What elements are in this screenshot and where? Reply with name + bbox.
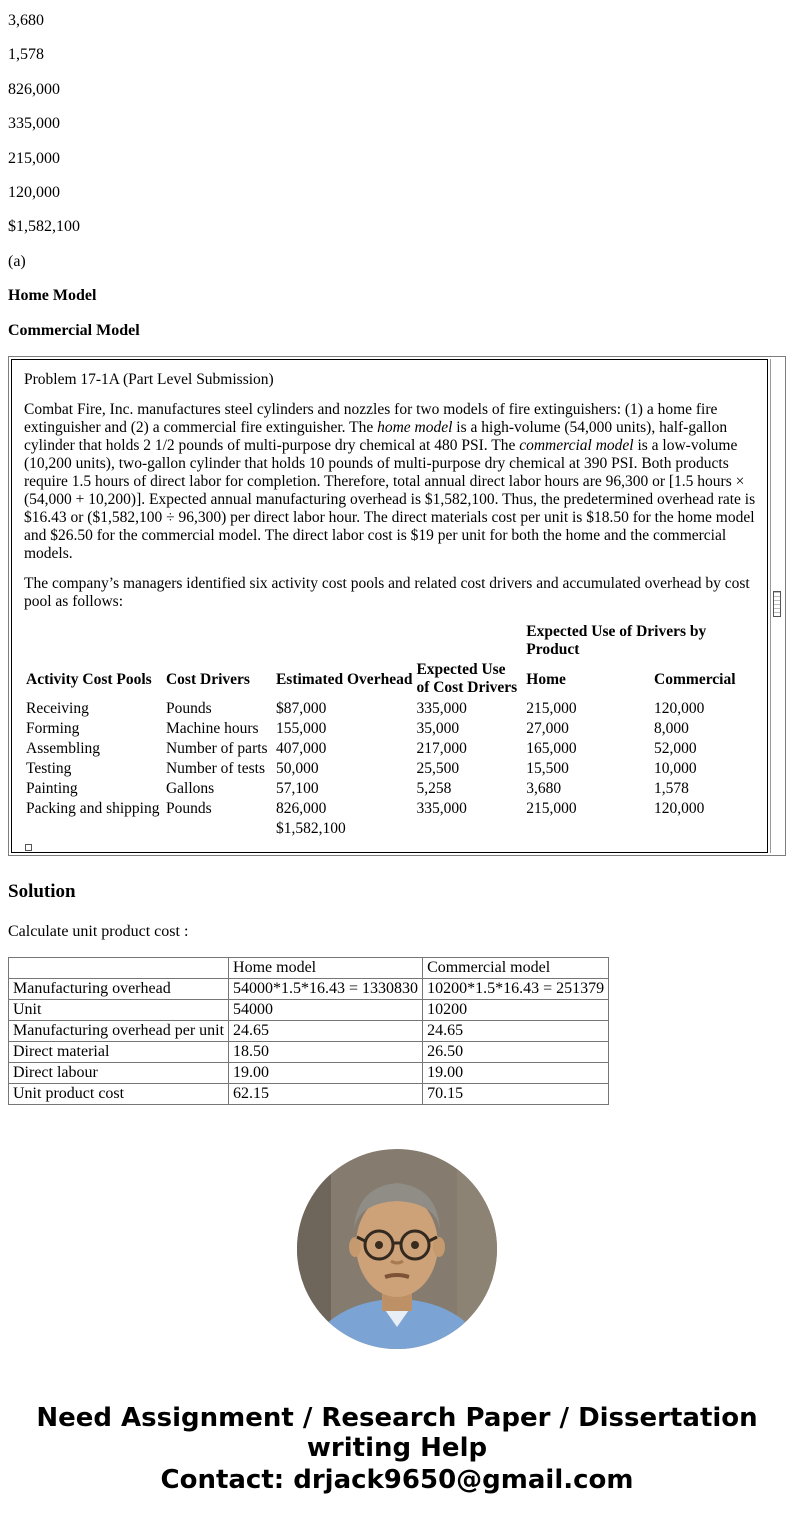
cell: 120,000 <box>654 799 705 817</box>
cell <box>524 819 652 839</box>
cell: Pounds <box>165 799 212 817</box>
cell: 70.15 <box>423 1083 609 1104</box>
solution-table <box>8 957 609 1105</box>
cell: 5,258 <box>416 779 452 797</box>
mouth <box>385 1275 409 1277</box>
face <box>356 1193 438 1297</box>
p1-commercial-model-italic: commercial model <box>519 436 634 454</box>
cell: 52,000 <box>654 739 697 757</box>
cell <box>164 819 274 839</box>
problem-paragraph-1 <box>24 401 757 563</box>
cell <box>9 957 229 978</box>
value-line: 1,578 <box>8 46 44 64</box>
footer-help-text: Need Assignment / Research Paper / Dissertation writing Help <box>36 1402 758 1464</box>
cell: 8,000 <box>654 719 689 737</box>
value-line: 826,000 <box>8 80 60 98</box>
problem-paragraph-2: The company’s managers identified six activity cost pools and related cost drivers and accumulated overhead by cost pool as follows: <box>24 574 750 610</box>
scrollbar-thumb[interactable] <box>773 591 781 617</box>
problem-frame-content <box>11 359 768 853</box>
cell: 3,680 <box>526 779 562 797</box>
cell: 1,578 <box>654 779 689 797</box>
table-row <box>24 799 757 819</box>
cell: Testing <box>26 759 72 777</box>
cell: 826,000 <box>275 799 327 817</box>
cell: 24.65 <box>229 1020 423 1041</box>
portrait-photo <box>297 1149 497 1349</box>
cell: 54000*1.5*16.43 = 1330830 <box>229 978 423 999</box>
cell: 335,000 <box>416 799 467 817</box>
cell: Number of tests <box>165 759 265 777</box>
cell: 217,000 <box>416 739 467 757</box>
cell: $87,000 <box>275 699 327 717</box>
value-line: 3,680 <box>8 12 44 29</box>
cell: Unit product cost <box>9 1083 229 1104</box>
table-row <box>24 699 757 719</box>
cell: Forming <box>26 719 80 737</box>
value-line: 215,000 <box>8 149 60 167</box>
solution-heading: Solution <box>8 880 76 902</box>
cell: 155,000 <box>275 719 327 737</box>
cell: 50,000 <box>275 759 319 777</box>
col-header: Cost Drivers <box>165 670 250 688</box>
cell: 335,000 <box>416 699 467 717</box>
cell: Packing and shipping <box>26 799 160 817</box>
cell: Manufacturing overhead per unit <box>9 1020 229 1041</box>
table-row <box>9 978 609 999</box>
col-header: Activity Cost Pools <box>26 670 152 688</box>
avatar <box>297 1149 497 1349</box>
col-header: Expected Use of Cost Drivers <box>416 660 518 696</box>
cell <box>652 819 757 839</box>
table-row <box>9 1020 609 1041</box>
p1-home-model-italic: home model <box>377 418 453 436</box>
table-row <box>24 739 757 759</box>
frame-scrollbar[interactable] <box>770 359 783 853</box>
ear <box>433 1237 445 1257</box>
small-box-icon <box>25 844 32 851</box>
total-cell: $1,582,100 <box>275 819 346 837</box>
value-line: 120,000 <box>8 183 60 201</box>
cell: Receiving <box>26 699 89 717</box>
problem-frame <box>8 356 786 856</box>
cell: 10200*1.5*16.43 = 251379 <box>423 978 609 999</box>
cell: 19.00 <box>423 1062 609 1083</box>
table-row <box>24 719 757 739</box>
table-row <box>9 1083 609 1104</box>
cell: 215,000 <box>526 699 577 717</box>
value-line: 335,000 <box>8 115 60 133</box>
cell: 10,000 <box>654 759 697 777</box>
eye <box>411 1241 419 1249</box>
cell: Machine hours <box>165 719 259 737</box>
cell: 120,000 <box>654 699 705 717</box>
cell: Number of parts <box>165 739 268 757</box>
cell: 54000 <box>229 999 423 1020</box>
table-row <box>9 1041 609 1062</box>
group-header-row <box>24 623 757 661</box>
activity-cost-table <box>24 623 757 839</box>
cell: 15,500 <box>526 759 569 777</box>
eye <box>375 1241 383 1249</box>
p1-part-3: is a high-volume (54,000 units), half-gallon cylinder that holds 2 1/2 pounds of multi-purpose dry chemical at 480 PSI. The <box>24 418 728 454</box>
cell: 407,000 <box>275 739 327 757</box>
cell <box>24 819 164 839</box>
cell: 215,000 <box>526 799 577 817</box>
table-row <box>9 957 609 978</box>
cell: Painting <box>26 779 78 797</box>
cell: Home model <box>229 957 423 978</box>
footer <box>8 1403 786 1495</box>
home-model-heading: Home Model <box>8 287 97 305</box>
cell <box>414 819 524 839</box>
problem-title: Problem 17-1A (Part Level Submission) <box>24 370 274 388</box>
cell: 19.00 <box>229 1062 423 1083</box>
cell: 57,100 <box>275 779 319 797</box>
table-row <box>24 779 757 799</box>
table-row <box>24 759 757 779</box>
cell: Commercial model <box>423 957 609 978</box>
cell: 165,000 <box>526 739 577 757</box>
ear <box>349 1237 361 1257</box>
cell: Assembling <box>26 739 101 757</box>
table-row <box>9 1062 609 1083</box>
cell: Unit <box>9 999 229 1020</box>
group-header-cell: Expected Use of Drivers by Product <box>526 622 707 658</box>
col-header: Home <box>526 670 566 688</box>
cell: 10200 <box>423 999 609 1020</box>
cell: Direct labour <box>9 1062 229 1083</box>
cell: 35,000 <box>416 719 460 737</box>
cell: 62.15 <box>229 1083 423 1104</box>
cell: 24.65 <box>423 1020 609 1041</box>
cell: Pounds <box>165 699 212 717</box>
total-row <box>24 819 757 839</box>
cell: Direct material <box>9 1041 229 1062</box>
solution-subtitle: Calculate unit product cost : <box>8 922 189 940</box>
cell: Gallons <box>165 779 215 797</box>
cell: 18.50 <box>229 1041 423 1062</box>
col-header: Estimated Overhead <box>275 670 413 688</box>
value-line: (a) <box>8 252 26 270</box>
p1-part-5: is a low-volume (10,200 units), two-gallon cylinder that holds 10 pounds of multi-purpose dry chemical at 390 PSI. Both products require 1.5 hours of direct labor for completion. Therefore, total annual direct labor hours are 96,300 or [1.5 hours × (54,000 + 10,200)]. Expected annual manufacturing overhead is $1,582,100. Thus, the predetermined overhead rate is $16.43 or ($1,582,100 ÷ 96,300) per direct labor hour. The direct materials cost per unit is $18.50 for the home model and $26.50 for the commercial model. The direct labor cost is $19 per unit for both the home and the commercial models. <box>24 436 756 562</box>
cell: 27,000 <box>526 719 569 737</box>
col-header: Commercial <box>654 670 736 688</box>
value-line: $1,582,100 <box>8 218 80 236</box>
cell: 26.50 <box>423 1041 609 1062</box>
table-row <box>9 999 609 1020</box>
header-row <box>24 661 757 699</box>
commercial-model-heading: Commercial Model <box>8 321 140 339</box>
cell: 25,500 <box>416 759 460 777</box>
empty-cell <box>24 623 524 661</box>
p1-part-1: Combat Fire, Inc. manufactures steel cylinders and nozzles for two models of fire extinguishers: (1) a home fire extinguisher and (2) a commercial fire extinguisher. The <box>24 400 718 436</box>
footer-contact-text: Contact: drjack9650@gmail.com <box>160 1465 634 1496</box>
top-values-list <box>8 12 786 271</box>
cell: Manufacturing overhead <box>9 978 229 999</box>
